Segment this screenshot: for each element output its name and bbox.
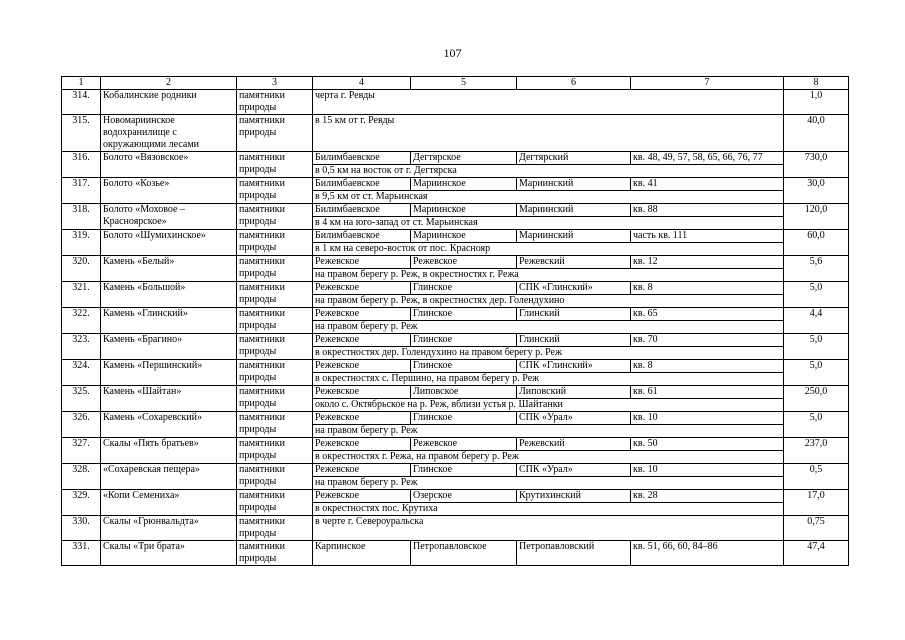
forestry-cell: Режевское xyxy=(313,282,411,295)
district-forestry-cell: Липовское xyxy=(411,386,517,399)
section-cell: Мариинский xyxy=(517,204,631,217)
object-name: Болото «Козье» xyxy=(101,178,237,204)
object-name: Камень «Глинский» xyxy=(101,308,237,334)
area-cell: 4,4 xyxy=(784,308,849,334)
area-cell: 0,75 xyxy=(784,516,849,541)
row-number: 314. xyxy=(62,90,101,115)
forestry-cell: Режевское xyxy=(313,308,411,321)
table-row xyxy=(62,516,849,541)
section-cell: Режевский xyxy=(517,256,631,269)
row-number: 315. xyxy=(62,115,101,152)
row-number: 323. xyxy=(62,334,101,360)
area-cell: 17,0 xyxy=(784,490,849,516)
object-name: «Копи Семениха» xyxy=(101,490,237,516)
quarters-cell: кв. 70 xyxy=(631,334,784,347)
protected-areas-table xyxy=(61,76,849,566)
row-number: 324. xyxy=(62,360,101,386)
table-row xyxy=(62,490,849,503)
object-name: Камень «Першинский» xyxy=(101,360,237,386)
location-cell: на правом берегу р. Реж xyxy=(313,321,784,334)
district-forestry-cell: Глинское xyxy=(411,334,517,347)
district-forestry-cell: Мариинское xyxy=(411,230,517,243)
district-forestry-cell: Глинское xyxy=(411,308,517,321)
table-row xyxy=(62,386,849,399)
object-name: Кобалинские родники xyxy=(101,90,237,115)
row-number: 331. xyxy=(62,541,101,566)
object-category: памятники природы xyxy=(237,282,313,308)
table-row xyxy=(62,178,849,191)
object-category: памятники природы xyxy=(237,230,313,256)
section-cell: Липовский xyxy=(517,386,631,399)
column-number: 1 xyxy=(62,77,101,90)
object-category: памятники природы xyxy=(237,256,313,282)
table-row xyxy=(62,256,849,269)
object-name: Камень «Брагино» xyxy=(101,334,237,360)
row-number: 330. xyxy=(62,516,101,541)
section-cell: Мариинский xyxy=(517,230,631,243)
object-category: памятники природы xyxy=(237,308,313,334)
location-cell: черта г. Ревды xyxy=(313,90,784,115)
area-cell: 40,0 xyxy=(784,115,849,152)
table-row xyxy=(62,90,849,115)
table-body xyxy=(62,90,849,566)
row-number: 317. xyxy=(62,178,101,204)
area-cell: 5,0 xyxy=(784,360,849,386)
column-number: 5 xyxy=(411,77,517,90)
section-cell: СПК «Урал» xyxy=(517,464,631,477)
section-cell: Дегтярский xyxy=(517,152,631,165)
quarters-cell: кв. 51, 66, 60, 84–86 xyxy=(631,541,784,566)
district-forestry-cell: Мариинское xyxy=(411,204,517,217)
object-category: памятники природы xyxy=(237,438,313,464)
district-forestry-cell: Режевское xyxy=(411,438,517,451)
table-row xyxy=(62,308,849,321)
quarters-cell: кв. 10 xyxy=(631,464,784,477)
forestry-cell: Режевское xyxy=(313,360,411,373)
location-cell: в 1 км на северо-восток от пос. Краснояр xyxy=(313,243,784,256)
column-number: 4 xyxy=(313,77,411,90)
area-cell: 5,0 xyxy=(784,412,849,438)
object-category: памятники природы xyxy=(237,178,313,204)
quarters-cell: кв. 41 xyxy=(631,178,784,191)
object-category: памятники природы xyxy=(237,204,313,230)
row-number: 328. xyxy=(62,464,101,490)
area-cell: 120,0 xyxy=(784,204,849,230)
column-number: 2 xyxy=(101,77,237,90)
row-number: 322. xyxy=(62,308,101,334)
table-row xyxy=(62,152,849,165)
location-cell: в 15 км от г. Ревды xyxy=(313,115,784,152)
district-forestry-cell: Глинское xyxy=(411,282,517,295)
section-cell: Глинский xyxy=(517,308,631,321)
table-row xyxy=(62,438,849,451)
table-row xyxy=(62,115,849,152)
row-number: 320. xyxy=(62,256,101,282)
object-category: памятники природы xyxy=(237,541,313,566)
row-number: 318. xyxy=(62,204,101,230)
object-name: Скалы «Три брата» xyxy=(101,541,237,566)
location-cell: на правом берегу р. Реж, в окрестностях дер. Голендухино xyxy=(313,295,784,308)
location-cell: на правом берегу р. Реж, в окрестностях г. Режа xyxy=(313,269,784,282)
district-forestry-cell: Дегтярское xyxy=(411,152,517,165)
table-row xyxy=(62,230,849,243)
row-number: 326. xyxy=(62,412,101,438)
row-number: 321. xyxy=(62,282,101,308)
area-cell: 5,6 xyxy=(784,256,849,282)
area-cell: 237,0 xyxy=(784,438,849,464)
district-forestry-cell: Глинское xyxy=(411,412,517,425)
object-category: памятники природы xyxy=(237,464,313,490)
location-cell: на правом берегу р. Реж xyxy=(313,425,784,438)
area-cell: 730,0 xyxy=(784,152,849,178)
quarters-cell: кв. 8 xyxy=(631,282,784,295)
table-row xyxy=(62,541,849,566)
column-number: 6 xyxy=(517,77,631,90)
object-name: Болото «Моховое – Красноярское» xyxy=(101,204,237,230)
forestry-cell: Билимбаевское xyxy=(313,204,411,217)
location-cell: в 0,5 км на восток от г. Дегтярска xyxy=(313,165,784,178)
forestry-cell: Билимбаевское xyxy=(313,152,411,165)
section-cell: Петропавловский xyxy=(517,541,631,566)
object-name: Камень «Шайтан» xyxy=(101,386,237,412)
section-cell: Крутихинский xyxy=(517,490,631,503)
district-forestry-cell: Глинское xyxy=(411,464,517,477)
forestry-cell: Билимбаевское xyxy=(313,178,411,191)
section-cell: Режевский xyxy=(517,438,631,451)
column-number: 3 xyxy=(237,77,313,90)
quarters-cell: часть кв. 111 xyxy=(631,230,784,243)
table-row xyxy=(62,334,849,347)
quarters-cell: кв. 48, 49, 57, 58, 65, 66, 76, 77 xyxy=(631,152,784,165)
location-cell: в окрестностях дер. Голендухино на правом берегу р. Реж xyxy=(313,347,784,360)
forestry-cell: Режевское xyxy=(313,256,411,269)
column-number: 8 xyxy=(784,77,849,90)
section-cell: СПК «Урал» xyxy=(517,412,631,425)
forestry-cell: Билимбаевское xyxy=(313,230,411,243)
quarters-cell: кв. 61 xyxy=(631,386,784,399)
object-name: Камень «Белый» xyxy=(101,256,237,282)
district-forestry-cell: Режевское xyxy=(411,256,517,269)
table-row xyxy=(62,282,849,295)
column-number: 7 xyxy=(631,77,784,90)
forestry-cell: Режевское xyxy=(313,464,411,477)
table-row xyxy=(62,464,849,477)
district-forestry-cell: Мариинское xyxy=(411,178,517,191)
object-category: памятники природы xyxy=(237,334,313,360)
object-name: Скалы «Пять братьев» xyxy=(101,438,237,464)
section-cell: СПК «Глинский» xyxy=(517,282,631,295)
object-category: памятники природы xyxy=(237,90,313,115)
location-cell: в 4 км на юго-запад от ст. Марьинская xyxy=(313,217,784,230)
location-cell: в окрестностях с. Першино, на правом берегу р. Реж xyxy=(313,373,784,386)
forestry-cell: Режевское xyxy=(313,386,411,399)
object-name: Камень «Сохаревский» xyxy=(101,412,237,438)
location-cell: в окрестностях г. Режа, на правом берегу р. Реж xyxy=(313,451,784,464)
location-cell: в 9,5 км от ст. Марьинская xyxy=(313,191,784,204)
area-cell: 60,0 xyxy=(784,230,849,256)
location-cell: в черте г. Североуральска xyxy=(313,516,784,541)
quarters-cell: кв. 88 xyxy=(631,204,784,217)
row-number: 319. xyxy=(62,230,101,256)
object-category: памятники природы xyxy=(237,490,313,516)
section-cell: Глинский xyxy=(517,334,631,347)
quarters-cell: кв. 12 xyxy=(631,256,784,269)
forestry-cell: Режевское xyxy=(313,438,411,451)
quarters-cell: кв. 8 xyxy=(631,360,784,373)
table-row xyxy=(62,412,849,425)
object-category: памятники природы xyxy=(237,516,313,541)
object-category: памятники природы xyxy=(237,412,313,438)
row-number: 325. xyxy=(62,386,101,412)
quarters-cell: кв. 10 xyxy=(631,412,784,425)
object-category: памятники природы xyxy=(237,360,313,386)
table-row xyxy=(62,360,849,373)
area-cell: 250,0 xyxy=(784,386,849,412)
area-cell: 47,4 xyxy=(784,541,849,566)
quarters-cell: кв. 28 xyxy=(631,490,784,503)
object-name: Скалы «Грюнвальдта» xyxy=(101,516,237,541)
object-category: памятники природы xyxy=(237,152,313,178)
area-cell: 1,0 xyxy=(784,90,849,115)
quarters-cell: кв. 50 xyxy=(631,438,784,451)
quarters-cell: кв. 65 xyxy=(631,308,784,321)
object-name: Болото «Вязовское» xyxy=(101,152,237,178)
row-number: 316. xyxy=(62,152,101,178)
table-row xyxy=(62,204,849,217)
section-cell: Мариинский xyxy=(517,178,631,191)
row-number: 329. xyxy=(62,490,101,516)
district-forestry-cell: Озерское xyxy=(411,490,517,503)
forestry-cell: Карпинское xyxy=(313,541,411,566)
object-name: Камень «Большой» xyxy=(101,282,237,308)
object-name: Болото «Шумихинское» xyxy=(101,230,237,256)
area-cell: 5,0 xyxy=(784,282,849,308)
forestry-cell: Режевское xyxy=(313,490,411,503)
district-forestry-cell: Петропавловское xyxy=(411,541,517,566)
location-cell: около с. Октябрьское на р. Реж, вблизи устья р. Шайтанки xyxy=(313,399,784,412)
location-cell: в окрестностях пос. Крутиха xyxy=(313,503,784,516)
object-name: Новомариинское водохранилище с окружающими лесами xyxy=(101,115,237,152)
column-number-row xyxy=(62,77,849,90)
object-name: «Сохаревская пещера» xyxy=(101,464,237,490)
section-cell: СПК «Глинский» xyxy=(517,360,631,373)
forestry-cell: Режевское xyxy=(313,334,411,347)
row-number: 327. xyxy=(62,438,101,464)
area-cell: 5,0 xyxy=(784,334,849,360)
object-category: памятники природы xyxy=(237,115,313,152)
area-cell: 30,0 xyxy=(784,178,849,204)
page-number: 107 xyxy=(443,46,462,60)
forestry-cell: Режевское xyxy=(313,412,411,425)
area-cell: 0,5 xyxy=(784,464,849,490)
district-forestry-cell: Глинское xyxy=(411,360,517,373)
location-cell: на правом берегу р. Реж xyxy=(313,477,784,490)
object-category: памятники природы xyxy=(237,386,313,412)
